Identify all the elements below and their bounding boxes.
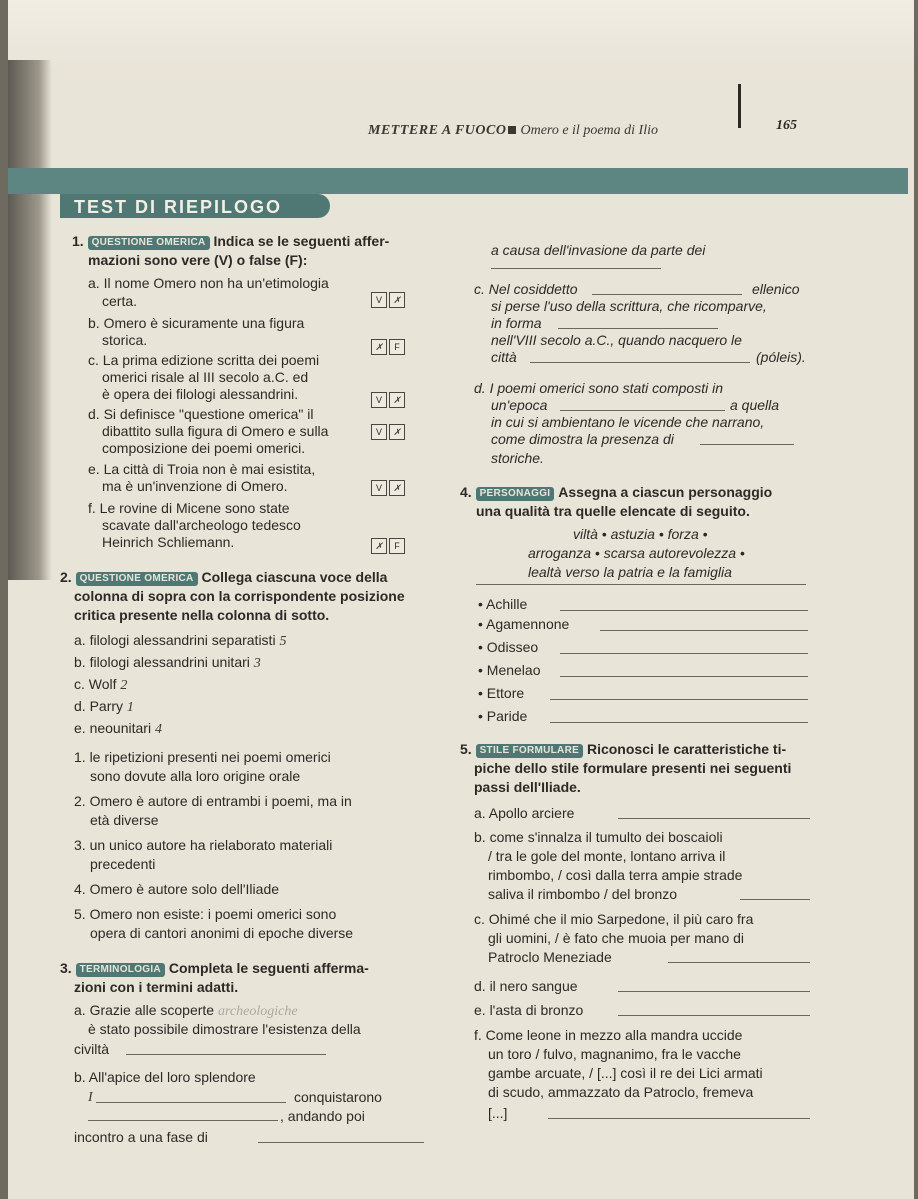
ex3-instruction-1: Completa le seguenti afferma- — [168, 960, 369, 976]
ex1-f-false-box[interactable]: F — [389, 538, 405, 554]
ex3-c-line5b: (póleis). — [756, 349, 806, 365]
ex5-instruction-3: passi dell'Iliade. — [474, 779, 581, 795]
ex5-c-line3: Patroclo Meneziade — [488, 949, 612, 965]
ex4-qualities-divider — [476, 584, 806, 585]
ex2-answer-c: 2 — [120, 678, 128, 693]
ex1-b-false-box[interactable]: F — [389, 339, 405, 355]
ex2-instruction-1: Collega ciascuna voce della — [201, 569, 388, 585]
ex1-item-e-line2: ma è un'invenzione di Omero. — [102, 478, 288, 494]
ex3-a-line3: civiltà — [74, 1041, 110, 1057]
ex5-c-line2: gli uomini, / è fato che muoia per mano di — [488, 930, 745, 946]
ex2-instruction-2: colonna di sopra con la corrispondente posizione — [74, 588, 405, 604]
ex2-answer-e: 4 — [154, 722, 162, 737]
ex2-number: 2. — [60, 569, 72, 585]
ex3-d-line3: in cui si ambientano le vicende che narrano, — [491, 414, 765, 430]
ex5-c-blank[interactable] — [668, 962, 810, 963]
ex1-item-a-line1: a. Il nome Omero non ha un'etimologia — [88, 275, 329, 291]
ex2-statement-5-line1: 5. Omero non esiste: i poemi omerici sono — [74, 906, 337, 922]
ex3-c-line2: si perse l'uso della scrittura, che ricomparve, — [491, 298, 767, 314]
ex3-c-line1b: ellenico — [752, 281, 800, 297]
ex1-heading — [72, 232, 389, 251]
ex5-a: a. Apollo arciere — [474, 805, 575, 821]
section-band — [8, 168, 908, 194]
ex3-c-blank-3[interactable] — [530, 362, 750, 363]
running-subtitle: Omero e il poema di Ilio — [520, 123, 658, 138]
ex5-f-line3: gambe arcuate, / [...] così il re dei Lici armati — [488, 1065, 763, 1081]
ex5-number: 5. — [460, 741, 472, 757]
ex1-item-b-line1: b. Omero è sicuramente una figura — [88, 315, 305, 331]
ex3-d-line2b: a quella — [730, 397, 780, 413]
ex3-d-blank-2[interactable] — [700, 444, 794, 445]
ex1-item-c-line1: c. La prima edizione scritta dei poemi — [88, 352, 320, 368]
ex5-b-blank[interactable] — [740, 899, 810, 900]
ex4-heading — [460, 483, 772, 502]
ex3-c-cont: a causa dell'invasione da parte dei — [491, 242, 706, 258]
ex2-position-d: d. Parry 1 — [74, 698, 134, 715]
ex2-statement-3-line2: precedenti — [90, 856, 156, 872]
ex1-item-c-line3: è opera dei filologi alessandrini. — [102, 386, 299, 402]
ex3-b-line1: b. All'apice del loro splendore — [74, 1069, 256, 1085]
ex4-character-ettore: • Ettore — [478, 685, 525, 701]
ex4-qualities-1: viltà • astuzia • forza • — [573, 526, 708, 542]
ex5-c-line1: c. Ohimé che il mio Sarpedone, il più caro fra — [474, 911, 754, 927]
page-number: 165 — [776, 118, 797, 133]
ex1-c-true-box[interactable]: V — [371, 392, 387, 408]
ex3-a-line2: è stato possibile dimostrare l'esistenza della — [88, 1021, 361, 1037]
ex1-item-a-line2: certa. — [102, 293, 138, 309]
ex3-c-line4: nell'VIII secolo a.C., quando nacquero le — [491, 332, 742, 348]
ex3-a-blank[interactable] — [126, 1054, 326, 1055]
ex4-qualities-3: lealtà verso la patria e la famiglia — [528, 564, 732, 580]
ex4-character-paride: • Paride — [478, 708, 528, 724]
running-title: METTERE A FUOCO — [368, 123, 507, 138]
ex2-statement-2-line2: età diverse — [90, 812, 159, 828]
ex2-statement-1-line1: 1. le ripetizioni presenti nei poemi omerici — [74, 749, 331, 765]
ex2-position-a: a. filologi alessandrini separatisti 5 — [74, 632, 287, 649]
ex4-blank-agamennone[interactable] — [600, 630, 808, 631]
ex1-e-false-box[interactable]: ✗ — [389, 480, 405, 496]
ex1-d-true-box[interactable]: V — [371, 424, 387, 440]
ex2-position-e: e. neounitari 4 — [74, 720, 162, 737]
ex3-b-line2: conquistarono — [294, 1089, 382, 1105]
ex5-d: d. il nero sangue — [474, 978, 578, 994]
ex4-character-odisseo: • Odisseo — [478, 639, 539, 655]
ex3-b-blank-2[interactable] — [88, 1120, 278, 1121]
ex3-instruction-2: zioni con i termini adatti. — [74, 979, 239, 995]
ex2-statement-2-line1: 2. Omero è autore di entrambi i poemi, ma in — [74, 793, 352, 809]
ex3-c-blank-1[interactable] — [592, 294, 742, 295]
ex1-item-e-line1: e. La città di Troia non è mai esistita, — [88, 461, 316, 477]
ex2-instruction-3: critica presente nella colonna di sotto. — [74, 607, 330, 623]
ex3-c-line1: c. Nel cosiddetto — [474, 281, 578, 297]
ex5-f-line4: di scudo, ammazzato da Patroclo, fremeva — [488, 1084, 754, 1100]
ex3-b-blank-3[interactable] — [258, 1142, 424, 1143]
ex3-c-blank-0[interactable] — [491, 268, 661, 269]
ex2-answer-d: 1 — [126, 700, 134, 715]
ex1-e-true-box[interactable]: V — [371, 480, 387, 496]
ex3-b-blank-1[interactable] — [96, 1102, 286, 1103]
ex1-item-d-line2: dibattito sulla figura di Omero e sulla — [102, 423, 329, 439]
ex4-blank-paride[interactable] — [550, 722, 808, 723]
ex5-tag: STILE FORMULARE — [476, 744, 584, 758]
ex5-e: e. l'asta di bronzo — [474, 1002, 584, 1018]
ex5-f-line5: [...] — [488, 1105, 508, 1121]
textbook-page — [8, 0, 914, 1199]
ex1-instruction-1: Indica se le seguenti affer- — [213, 233, 390, 249]
ex2-statement-3-line1: 3. un unico autore ha rielaborato materiali — [74, 837, 333, 853]
ex1-item-c-line2: omerici risale al III secolo a.C. ed — [102, 369, 309, 385]
header-divider — [738, 84, 741, 128]
ex2-statement-5-line2: opera di cantori anonimi di epoche diverse — [90, 925, 354, 941]
ex2-statement-4: 4. Omero è autore solo dell'Iliade — [74, 881, 280, 897]
ex5-b-line4: saliva il rimbombo / del bronzo — [488, 886, 678, 902]
ex3-number: 3. — [60, 960, 72, 976]
ex3-d-line5: storiche. — [491, 450, 544, 466]
ex3-d-line4: come dimostra la presenza di — [491, 431, 674, 447]
ex3-d-line1: d. I poemi omerici sono stati composti in — [474, 380, 723, 396]
ex4-blank-ettore[interactable] — [550, 699, 808, 700]
ex5-b-line3: rimbombo, / così dalla terra ampie strade — [488, 867, 743, 883]
ex2-answer-b: 3 — [253, 656, 261, 671]
ex1-a-true-box[interactable]: V — [371, 292, 387, 308]
square-bullet-icon — [508, 126, 516, 134]
ex1-b-true-box[interactable]: ✗ — [371, 339, 387, 355]
ex5-instruction-2: piche dello stile formulare presenti nei seguenti — [474, 760, 792, 776]
ex2-statement-1-line2: sono dovute alla loro origine orale — [90, 768, 301, 784]
ex1-item-b-line2: storica. — [102, 332, 148, 348]
ex3-c-line3: in forma — [491, 315, 542, 331]
page-fold — [8, 60, 52, 580]
ex2-position-c: c. Wolf 2 — [74, 676, 128, 693]
ex1-item-f-line2: scavate dall'archeologo tedesco — [102, 517, 301, 533]
ex3-c-line5: città — [491, 349, 517, 365]
ex3-b-line3: , andando poi — [280, 1108, 365, 1124]
ex3-tag: TERMINOLOGIA — [76, 963, 165, 977]
ex4-instruction-1: Assegna a ciascun personaggio — [558, 484, 773, 500]
running-header — [368, 123, 658, 139]
ex5-instruction-1: Riconosci le caratteristiche ti- — [586, 741, 787, 757]
ex5-heading — [460, 740, 786, 759]
ex1-item-d-line1: d. Si definisce "questione omerica" il — [88, 406, 314, 422]
ex1-instruction-2: mazioni sono vere (V) o false (F): — [88, 252, 308, 268]
ex1-number: 1. — [72, 233, 84, 249]
ex3-heading — [60, 959, 369, 978]
ex5-f-line1: f. Come leone in mezzo alla mandra uccide — [474, 1027, 743, 1043]
ex1-tag: QUESTIONE OMERICA — [88, 236, 210, 250]
ex4-character-agamennone: • Agamennone — [478, 616, 570, 632]
ex3-a-line1: a. Grazie alle scoperte archeologiche — [74, 1002, 298, 1019]
ex4-tag: PERSONAGGI — [476, 487, 555, 501]
ex5-e-blank[interactable] — [618, 1015, 810, 1016]
ex4-character-achille: • Achille — [478, 596, 528, 612]
ex3-d-blank-1[interactable] — [560, 410, 725, 411]
ex4-instruction-2: una qualità tra quelle elencate di seguito. — [476, 503, 750, 519]
test-title: TEST DI RIEPILOGO — [60, 194, 330, 218]
ex3-b-line4: incontro a una fase di — [74, 1129, 208, 1145]
ex1-item-f-line1: f. Le rovine di Micene sono state — [88, 500, 290, 516]
ex5-b-line1: b. come s'innalza il tumulto dei boscaioli — [474, 829, 723, 845]
ex1-c-false-box[interactable]: ✗ — [389, 392, 405, 408]
ex2-heading — [60, 568, 387, 587]
ex1-f-true-box[interactable]: ✗ — [371, 538, 387, 554]
ex3-d-line2: un'epoca — [491, 397, 548, 413]
page-shadow — [8, 0, 914, 70]
ex5-d-blank[interactable] — [618, 991, 810, 992]
ex5-a-blank[interactable] — [618, 818, 810, 819]
ex4-blank-achille[interactable] — [560, 610, 808, 611]
ex2-answer-a: 5 — [279, 634, 287, 649]
ex1-item-f-line3: Heinrich Schliemann. — [102, 534, 235, 550]
ex1-item-d-line3: composizione dei poemi omerici. — [102, 440, 306, 456]
ex4-blank-menelao[interactable] — [560, 676, 808, 677]
ex4-number: 4. — [460, 484, 472, 500]
ex5-f-line2: un toro / fulvo, magnanimo, fra le vacche — [488, 1046, 741, 1062]
ex2-tag: QUESTIONE OMERICA — [76, 572, 198, 586]
ex3-a-answer: archeologiche — [217, 1004, 298, 1019]
ex3-c-blank-2[interactable] — [558, 328, 718, 329]
ex5-f-blank[interactable] — [548, 1118, 810, 1119]
ex5-b-line2: / tra le gole del monte, lontano arriva il — [488, 848, 726, 864]
ex1-d-false-box[interactable]: ✗ — [389, 424, 405, 440]
ex1-a-false-box[interactable]: ✗ — [389, 292, 405, 308]
ex2-position-b: b. filologi alessandrini unitari 3 — [74, 654, 261, 671]
ex3-b-mark: I — [88, 1090, 93, 1105]
ex4-qualities-2: arroganza • scarsa autorevolezza • — [528, 545, 745, 561]
ex4-blank-odisseo[interactable] — [560, 653, 808, 654]
ex4-character-menelao: • Menelao — [478, 662, 541, 678]
